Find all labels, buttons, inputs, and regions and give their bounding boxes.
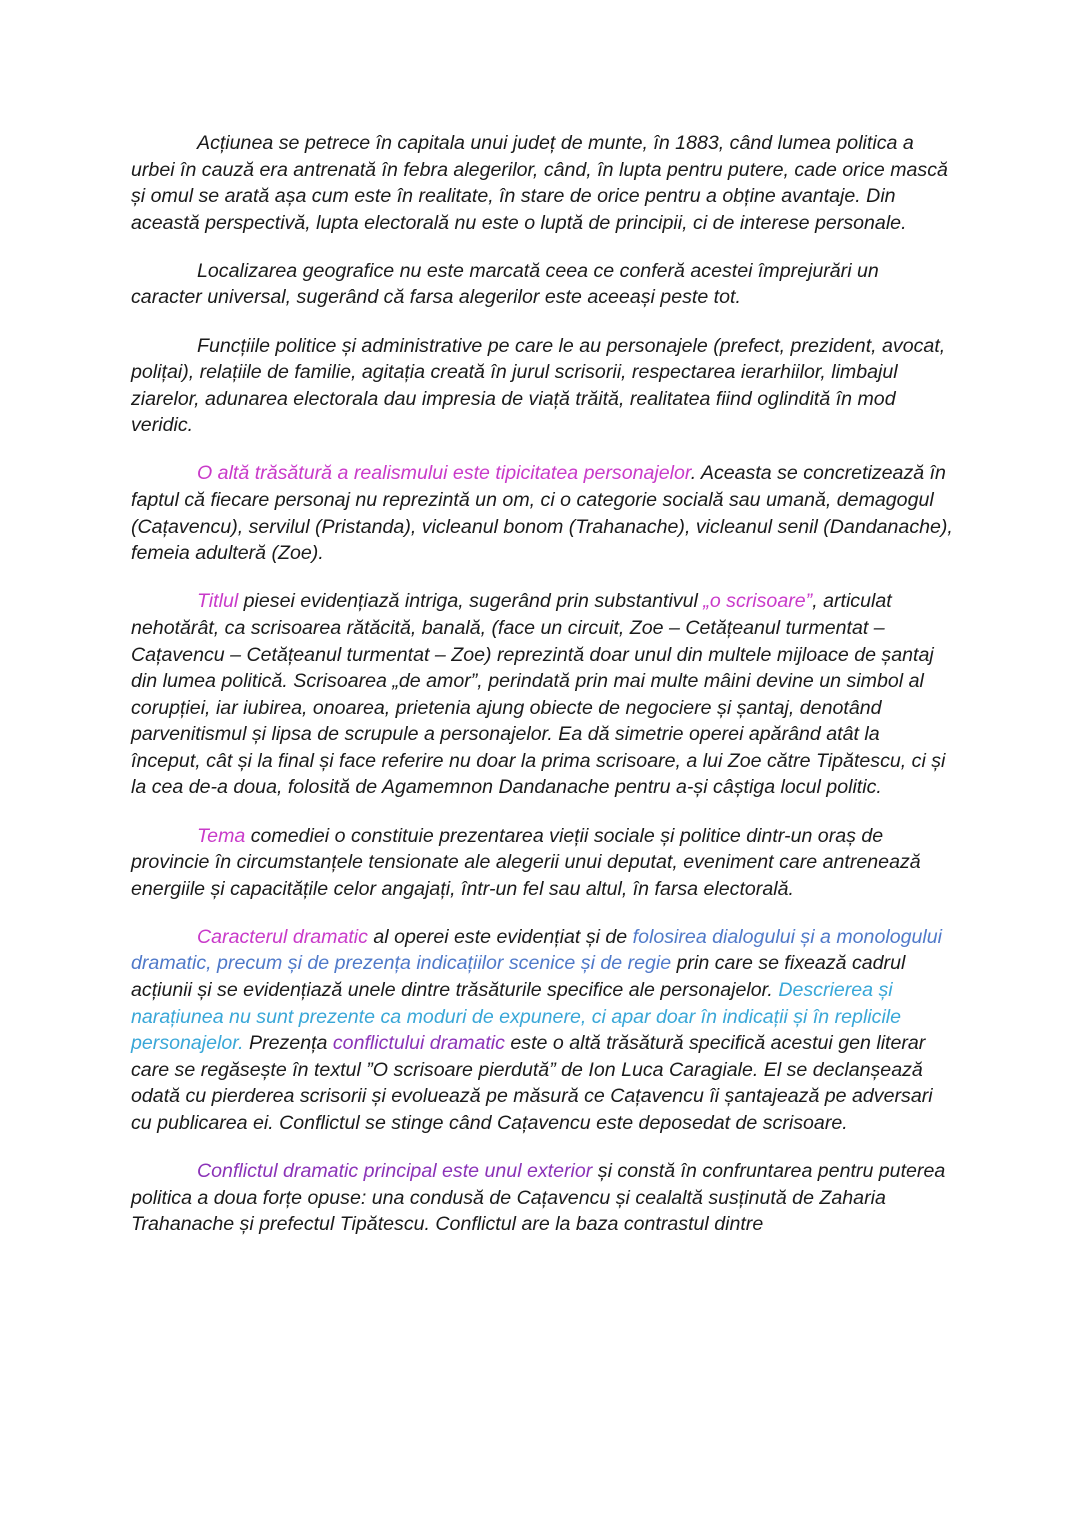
paragraph-text: Acțiunea se petrece în capitala unui județ de munte, în 1883, când lumea politica a urbei în cauză era antrenată în febra alegerilor, când, în lupta pentru putere, cade orice mască și omul se arată așa cum este în realitate, în stare de orice pentru a obține avantaje. Din această perspectivă, lupta electorală nu este o luptă de principii, ci de interese personale.: [131, 132, 948, 234]
highlight-title: Titlul: [197, 590, 239, 613]
highlight-o-scrisoare: „o scrisoare”: [703, 590, 813, 613]
paragraph-text: prin care se fixează cadrul acțiunii și se evidențiază unele dintre trăsăturile specifice ale personajelor.: [131, 952, 906, 1002]
paragraph-dramatic-character: [131, 924, 953, 1137]
paragraph-text: comediei o constituie prezentarea vieții sociale și politice dintr-un oraș de provincie în circumstanțele tensionate ale alegerii unui deputat, eveniment care antrenează energiile și capacitățile celor angajați, într-un fel sau altul, în farsa electorală.: [131, 824, 921, 900]
paragraph-text: Funcțiile politice și administrative pe care le au personajele (prefect, prezident, avocat, polițai), relațiile de familie, agitația creată în jurul scrisorii, respectarea ierarhiilor, limbajul ziarelor, adunarea electorala dau impresia de viață trăită, realitatea fiind oglindită în mod veridic.: [131, 334, 946, 437]
paragraph-setting: [131, 130, 953, 236]
paragraph-theme: [131, 823, 953, 903]
paragraph-main-conflict: [131, 1158, 953, 1238]
highlight-conflict: conflictului dramatic: [332, 1032, 505, 1055]
highlight-dramatic-character: Caracterul dramatic: [197, 925, 368, 948]
highlight-dialogue: folosirea dialogului și a monologului dramatic, precum și de prezența indicațiilor scenice și de regie: [131, 925, 942, 975]
highlight-theme: Tema: [197, 824, 246, 847]
paragraph-text: Localizarea geografice nu este marcată ceea ce conferă acestei împrejurări un caracter universal, sugerând că farsa alegerilor este aceeași peste tot.: [131, 259, 879, 309]
paragraph-title: [131, 588, 953, 801]
highlight-description: Descrierea și narațiunea nu sunt prezente ca moduri de expunere, ci apar doar în indicații și în replicile personajelor.: [131, 979, 902, 1055]
paragraph-text: . Aceasta se concretizează în faptul că fiecare personaj nu reprezintă un om, ci o categorie socială sau umană, demagogul (Cațavencu), servilul (Pristanda), vicleanul bonom (Trahanache), vicleanul senil (Dandanache), femeia adulteră (Zoe).: [131, 462, 953, 565]
document-page: [131, 130, 953, 1259]
paragraph-typicality: [131, 460, 953, 566]
paragraph-geography: [131, 258, 953, 311]
paragraph-text: piesei evidențiază intriga, sugerând prin substantivul: [238, 590, 704, 613]
highlight-main-conflict: Conflictul dramatic principal este unul exterior: [197, 1160, 593, 1183]
paragraph-text: Prezența: [243, 1032, 333, 1055]
paragraph-text: și constă în confruntarea pentru puterea politica a doua forțe opuse: una condusă de Cațavencu și cealaltă susținută de Zaharia Trahanache și prefectul Tipătescu. Conflictul are la baza contrastul dintre: [131, 1160, 946, 1236]
paragraph-text: al operei este evidențiat și de: [367, 925, 633, 948]
highlight-typicality: O altă trăsătură a realismului este tipicitatea personajelor: [197, 462, 691, 485]
paragraph-text: este o altă trăsătură specifică acestui gen literar care se regăsește în textul ”O scrisoare pierdută” de Ion Luca Caragiale. El se declanșează odată cu pierderea scrisorii și evoluează pe măsură ce Cațavencu îi șantajează pe adversari cu publicarea ei. Conflictul se stinge când Cațavencu este deposedat de scrisoare.: [131, 1032, 933, 1134]
paragraph-text: , articulat nehotărât, ca scrisoarea rătăcită, banală, (face un circuit, Zoe – Cetățeanul turmentat – Cațavencu – Cetățeanul turmentat – Zoe) reprezintă doar unul din multele mijloace de șantaj din lumea politică. Scrisoarea „de amor”, perindată prin mai multe mâini devine un simbol al corupției, iar iubirea, onoarea, prietenia ajung obiecte de negociere și șantaj, denotând parvenitismul și lipsa de scrupule a personajelor. Ea dă simetrie operei apărând atât la început, cât și la final și face referire nu doar la prima scrisoare, a lui Zoe către Tipătescu, ci și la cea de-a doua, folosită de Agamemnon Dandanache pentru a-și câștiga locul politic.: [131, 590, 946, 799]
paragraph-functions: [131, 333, 953, 439]
